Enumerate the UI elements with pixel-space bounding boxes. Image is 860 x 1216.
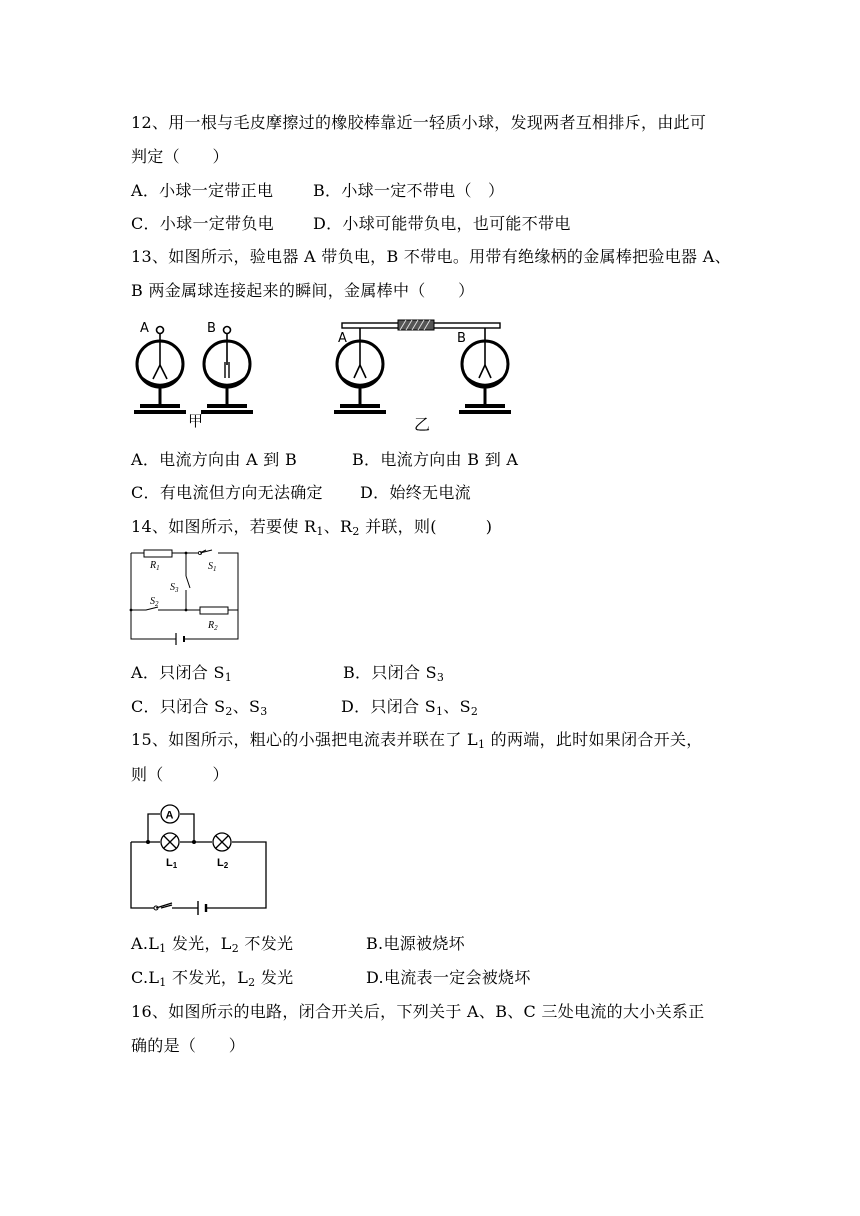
q12-option-d: D．小球可能带负电，也可能不带电 bbox=[313, 214, 571, 233]
q14-stem-line1: 14、如图所示，若要使 $R_1$、$R_2$ 并联，则( ) bbox=[131, 517, 493, 538]
q13-option-a: A．电流方向由 A 到 B bbox=[131, 450, 298, 469]
q13-stem-line1: 13、如图所示，验电器 A 带负电，B 不带电。用带有绝缘柄的金属棒把验电器 A、 bbox=[131, 247, 731, 266]
svg-text:R1: $R_1$ bbox=[150, 560, 160, 572]
electroscope-a-jia bbox=[134, 327, 186, 415]
q15-option-b: B.电源被烧坏 bbox=[366, 934, 465, 953]
q13-option-c: C．有电流但方向无法确定 bbox=[131, 483, 323, 502]
lamp-l2 bbox=[213, 833, 231, 851]
q16-stem-line1: 16、如图所示的电路，闭合开关后，下列关于 A、B、C 三处电流的大小关系正 bbox=[131, 1002, 705, 1021]
lamp-l1 bbox=[161, 833, 179, 851]
electroscope-label-a-yi: A bbox=[338, 331, 347, 346]
q15-option-c: $C.L_1$ 不发光，$L_2$ 发光 bbox=[131, 968, 294, 989]
electroscope-label-a: A bbox=[140, 321, 149, 336]
q14-option-b: B．只闭合 $S_3$ bbox=[343, 663, 445, 684]
metal-rod bbox=[342, 320, 500, 330]
q14-option-d: D．只闭合 $S_1$、$S_2$ bbox=[341, 697, 479, 718]
svg-text:R2: $R_2$ bbox=[208, 620, 218, 632]
q13-option-b: B．电流方向由 B 到 A bbox=[352, 450, 519, 469]
q12-option-a: A．小球一定带正电 bbox=[131, 181, 274, 200]
electroscope-figure bbox=[120, 312, 520, 436]
figure-caption-jia: 甲 bbox=[188, 412, 204, 430]
q13-stem-line2: B 两金属球连接起来的瞬间，金属棒中（ ） bbox=[131, 281, 475, 300]
q12-stem-line2: 判定（ ） bbox=[131, 147, 229, 166]
q15-stem-line2: 则（ ） bbox=[131, 765, 229, 784]
q14-circuit-diagram bbox=[128, 546, 243, 644]
q12-option-c: C．小球一定带负电 bbox=[131, 214, 274, 233]
resistor-r1 bbox=[144, 550, 172, 557]
electroscope-label-b: B bbox=[207, 321, 216, 336]
q16-stem-line2: 确的是（ ） bbox=[131, 1036, 246, 1055]
q15-option-d: D.电流表一定会被烧坏 bbox=[366, 968, 531, 987]
svg-text:S3: $S_3$ bbox=[170, 582, 179, 594]
figure-caption-yi: 乙 bbox=[414, 415, 431, 434]
svg-text:L1: L1 bbox=[166, 857, 178, 870]
resistor-r2 bbox=[200, 607, 228, 614]
electroscope-b-yi bbox=[459, 328, 511, 414]
q14-option-a: A．只闭合 $S_1$ bbox=[131, 663, 233, 684]
switch-s3 bbox=[186, 576, 190, 588]
q12-option-b: B．小球一定不带电（ ） bbox=[313, 181, 505, 200]
q14-option-c: C．只闭合 $S_2$、$S_3$ bbox=[131, 697, 268, 718]
electroscope-label-b-yi: B bbox=[457, 331, 466, 346]
q15-option-a: $A.L_1$ 发光，$L_2$ 不发光 bbox=[131, 934, 294, 955]
svg-text:L2: L2 bbox=[217, 857, 229, 870]
q15-circuit-diagram bbox=[128, 800, 268, 918]
q12-stem-line1: 12、用一根与毛皮摩擦过的橡胶棒靠近一轻质小球，发现两者互相排斥，由此可 bbox=[131, 113, 707, 132]
q13-option-d: D．始终无电流 bbox=[360, 483, 471, 502]
svg-text:S1: $S_1$ bbox=[208, 561, 217, 573]
svg-text:S2: $S_2$ bbox=[150, 596, 159, 608]
svg-text:A: A bbox=[165, 809, 174, 822]
electroscope-b-jia bbox=[201, 327, 253, 415]
q15-stem-line1: 15、如图所示，粗心的小强把电流表并联在了 $L_1$ 的两端，此时如果闭合开关， bbox=[131, 730, 703, 751]
